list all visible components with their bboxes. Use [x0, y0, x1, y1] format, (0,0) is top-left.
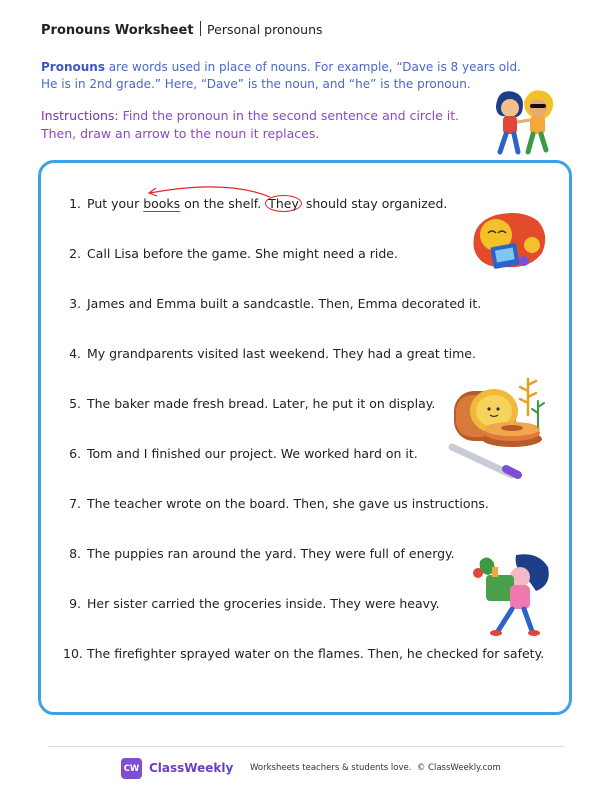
footer-divider	[48, 746, 564, 747]
example-arrow	[136, 181, 276, 203]
list-item	[63, 246, 398, 261]
item-text: Tom and I finished our project. We worked hard on it.	[87, 446, 418, 461]
definition-term: Pronouns	[41, 60, 105, 74]
groceries-illustration	[466, 551, 552, 637]
list-item	[63, 396, 435, 411]
item-number: 9.	[69, 596, 81, 611]
item-number: 10.	[63, 646, 83, 661]
item-text: The puppies ran around the yard. They were full of energy.	[87, 546, 455, 561]
example-pronoun: They	[265, 195, 302, 212]
list-item	[63, 546, 455, 561]
example-text-after: should stay organized.	[301, 196, 448, 211]
worksheet-header	[41, 21, 323, 38]
kids-illustration	[488, 86, 560, 160]
list-item	[63, 446, 418, 461]
instructions-paragraph	[41, 107, 481, 143]
item-text: Call Lisa before the game. She might need a ride.	[87, 246, 398, 261]
worksheet-subtitle: Personal pronouns	[207, 22, 323, 37]
example-text-before: Put your	[87, 196, 144, 211]
item-number: 2.	[69, 246, 81, 261]
item-number: 3.	[69, 296, 81, 311]
item-text: James and Emma built a sandcastle. Then, Emma decorated it.	[87, 296, 482, 311]
list-item	[63, 596, 440, 611]
footer-tagline	[250, 763, 501, 773]
classweekly-logo: CW	[121, 758, 142, 779]
exercise-box	[38, 160, 572, 715]
tagline-text: Worksheets teachers & students love.	[250, 763, 412, 773]
item-text: My grandparents visited last weekend. They had a great time.	[87, 346, 476, 361]
list-item	[63, 496, 489, 511]
list-item	[63, 346, 476, 361]
item-number: 8.	[69, 546, 81, 561]
instructions-label: Instructions:	[41, 108, 119, 123]
example-noun: books	[143, 196, 181, 211]
item-number: 4.	[69, 346, 81, 361]
item-number: 6.	[69, 446, 81, 461]
item-text: The firefighter sprayed water on the flames. Then, he checked for safety.	[87, 646, 545, 661]
definition-paragraph	[41, 59, 541, 93]
copyright-text: © ClassWeekly.com	[416, 763, 501, 773]
brand-name: ClassWeekly	[149, 761, 234, 775]
item-number: 5.	[69, 396, 81, 411]
instructions-text: Find the pronoun in the second sentence and circle it. Then, draw an arrow to the noun it replaces.	[41, 108, 460, 141]
list-item	[63, 296, 481, 311]
list-item	[63, 646, 544, 661]
game-illustration	[466, 209, 552, 279]
item-text: The baker made fresh bread. Later, he put it on display.	[87, 396, 436, 411]
bread-illustration	[446, 375, 550, 479]
worksheet-title: Pronouns Worksheet	[41, 23, 194, 38]
item-number: 1.	[69, 196, 81, 211]
title-divider	[200, 21, 202, 36]
item-number: 7.	[69, 496, 81, 511]
definition-text: are words used in place of nouns. For example, “Dave is 8 years old. He is in 2nd grade.” Here, “Dave” is the noun, and “he” is the pronoun.	[41, 60, 521, 91]
item-text: Her sister carried the groceries inside. They were heavy.	[87, 596, 440, 611]
item-text: The teacher wrote on the board. Then, she gave us instructions.	[87, 496, 489, 511]
example-text-middle: on the shelf.	[180, 196, 266, 211]
